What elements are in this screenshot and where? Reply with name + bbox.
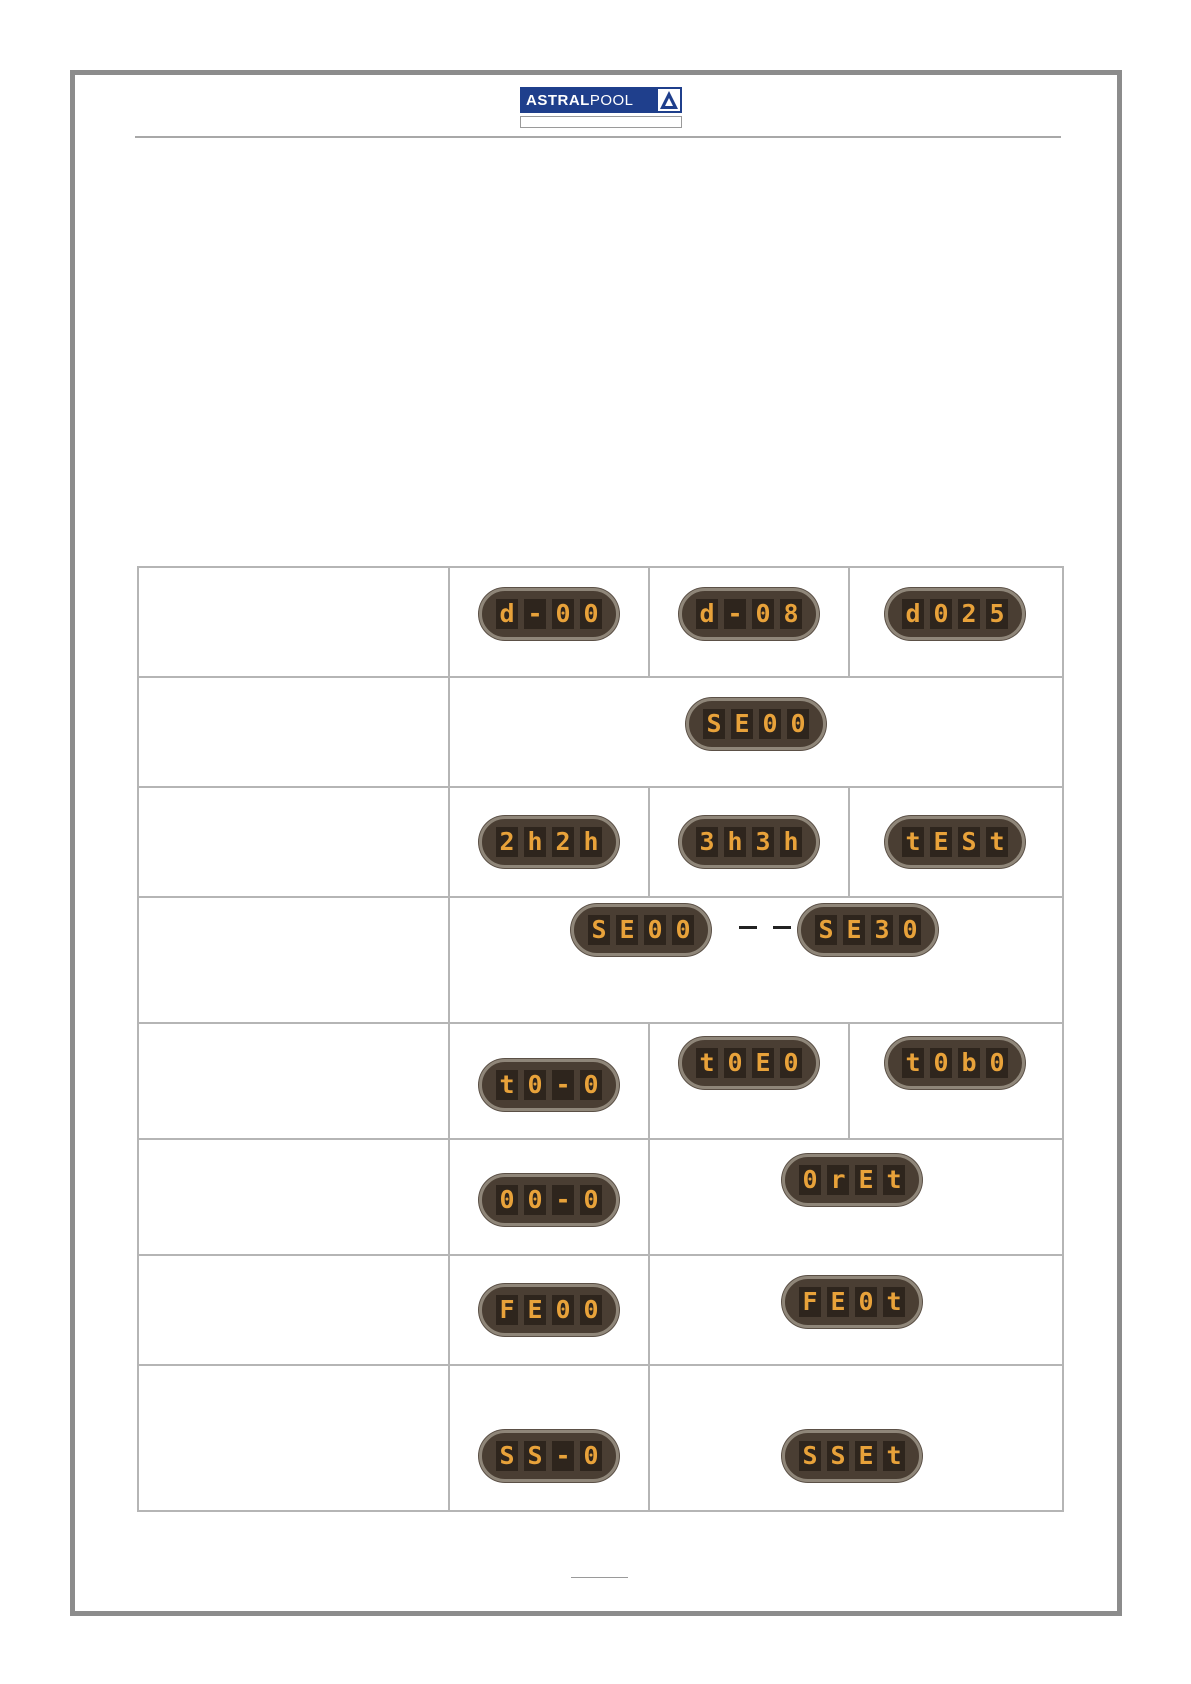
display-digit: t — [496, 1070, 518, 1100]
display-digit: h — [724, 827, 746, 857]
logo-text — [520, 92, 658, 109]
led-display — [782, 1430, 922, 1482]
display-digit: 3 — [871, 915, 893, 945]
display-digit: 0 — [799, 1165, 821, 1195]
display-cell — [449, 1139, 649, 1255]
display-digit: 2 — [496, 827, 518, 857]
led-display — [479, 588, 619, 640]
display-digit: 0 — [552, 599, 574, 629]
display-digit: 0 — [986, 1048, 1008, 1078]
display-digit: - — [552, 1070, 574, 1100]
display-digit: t — [883, 1287, 905, 1317]
display-digits — [799, 1287, 905, 1317]
display-digit: S — [799, 1441, 821, 1471]
display-cell — [449, 1255, 649, 1365]
led-display — [479, 1430, 619, 1482]
display-digit: 0 — [855, 1287, 877, 1317]
display-digit: d — [496, 599, 518, 629]
display-digit: 0 — [524, 1185, 546, 1215]
row-label — [138, 1255, 449, 1365]
display-digit: 2 — [958, 599, 980, 629]
display-digit: E — [524, 1295, 546, 1325]
display-cell — [449, 567, 649, 677]
table-row — [138, 1139, 1063, 1255]
display-digit: h — [580, 827, 602, 857]
led-display — [782, 1154, 922, 1206]
display-digit: E — [827, 1287, 849, 1317]
display-digits — [588, 915, 694, 945]
display-digit: 0 — [780, 1048, 802, 1078]
display-digit: 0 — [787, 709, 809, 739]
display-digit: 0 — [752, 599, 774, 629]
display-digits — [696, 827, 802, 857]
display-digit: 0 — [644, 915, 666, 945]
display-digit: S — [496, 1441, 518, 1471]
display-cell — [649, 1023, 849, 1139]
display-digit: 8 — [780, 599, 802, 629]
led-display — [686, 698, 826, 750]
led-display — [679, 588, 819, 640]
display-digits — [496, 827, 602, 857]
led-display — [679, 816, 819, 868]
display-digits — [815, 915, 921, 945]
display-digit: b — [958, 1048, 980, 1078]
display-digit: 0 — [580, 1295, 602, 1325]
display-digit: - — [524, 599, 546, 629]
display-digit: E — [731, 709, 753, 739]
display-digit: - — [552, 1185, 574, 1215]
display-digit: 0 — [580, 599, 602, 629]
display-digit: 0 — [580, 1070, 602, 1100]
logo-brand-light: POOL — [589, 91, 634, 109]
display-digit: 0 — [930, 1048, 952, 1078]
display-cell — [849, 1023, 1063, 1139]
display-digits — [902, 827, 1008, 857]
display-digit: F — [496, 1295, 518, 1325]
display-digit: t — [883, 1165, 905, 1195]
display-digit: S — [588, 915, 610, 945]
display-cell — [849, 787, 1063, 897]
display-digit: t — [883, 1441, 905, 1471]
display-cell — [849, 567, 1063, 677]
led-display — [885, 588, 1025, 640]
display-digit: 0 — [724, 1048, 746, 1078]
display-digit: F — [799, 1287, 821, 1317]
display-digit: t — [902, 1048, 924, 1078]
row-label — [138, 1139, 449, 1255]
table-row — [138, 1023, 1063, 1139]
display-digit: S — [524, 1441, 546, 1471]
display-digit: 0 — [552, 1295, 574, 1325]
logo-brand-bold: ASTRAL — [526, 91, 590, 109]
led-display — [571, 904, 711, 956]
display-digit: 0 — [524, 1070, 546, 1100]
display-digit: S — [703, 709, 725, 739]
display-digit: 0 — [496, 1185, 518, 1215]
display-digits — [799, 1441, 905, 1471]
display-digit: h — [780, 827, 802, 857]
display-cell — [649, 567, 849, 677]
display-digit: 3 — [696, 827, 718, 857]
display-digits — [496, 599, 602, 629]
display-digit: E — [752, 1048, 774, 1078]
led-display — [479, 1059, 619, 1111]
display-digit: E — [930, 827, 952, 857]
display-digit: h — [524, 827, 546, 857]
row-label — [138, 1023, 449, 1139]
display-digit: t — [986, 827, 1008, 857]
header-rule — [135, 136, 1061, 138]
display-cell — [449, 897, 1063, 1023]
display-digits — [496, 1070, 602, 1100]
display-cell — [649, 787, 849, 897]
display-digit: 0 — [672, 915, 694, 945]
display-codes-table — [137, 566, 1064, 1512]
display-digit: 2 — [552, 827, 574, 857]
display-digit: 0 — [759, 709, 781, 739]
display-digit: E — [855, 1165, 877, 1195]
display-digits — [496, 1185, 602, 1215]
table-row — [138, 1365, 1063, 1511]
display-digit: 5 — [986, 599, 1008, 629]
display-digit: S — [827, 1441, 849, 1471]
range-dash-icon — [739, 924, 791, 930]
display-digits — [696, 1048, 802, 1078]
display-digit: S — [958, 827, 980, 857]
logo-strip — [520, 116, 682, 128]
led-display — [798, 904, 938, 956]
row-label — [138, 567, 449, 677]
led-display — [885, 816, 1025, 868]
display-digit: - — [552, 1441, 574, 1471]
led-display — [479, 816, 619, 868]
display-digit: 0 — [899, 915, 921, 945]
display-digit: t — [902, 827, 924, 857]
display-cell — [649, 1255, 1063, 1365]
display-digits — [496, 1441, 602, 1471]
row-label — [138, 1365, 449, 1511]
display-digit: - — [724, 599, 746, 629]
display-digits — [799, 1165, 905, 1195]
display-cell — [449, 1365, 649, 1511]
display-digit: d — [902, 599, 924, 629]
display-digit: 0 — [930, 599, 952, 629]
display-digit: t — [696, 1048, 718, 1078]
led-display — [782, 1276, 922, 1328]
display-digit: 0 — [580, 1441, 602, 1471]
led-display — [479, 1284, 619, 1336]
display-digit: d — [696, 599, 718, 629]
display-digits — [902, 599, 1008, 629]
table-row — [138, 1255, 1063, 1365]
led-display — [885, 1037, 1025, 1089]
display-cell — [649, 1365, 1063, 1511]
led-display — [679, 1037, 819, 1089]
display-digit: 3 — [752, 827, 774, 857]
logo-emblem-icon — [656, 87, 682, 113]
display-digit: E — [855, 1441, 877, 1471]
display-cell — [649, 1139, 1063, 1255]
astralpool-logo — [520, 87, 682, 128]
page-number-rule — [571, 1577, 628, 1578]
row-label — [138, 787, 449, 897]
display-digits — [703, 709, 809, 739]
table-row — [138, 897, 1063, 1023]
table-row — [138, 677, 1063, 787]
display-digit: E — [616, 915, 638, 945]
display-digit: E — [843, 915, 865, 945]
display-digit: S — [815, 915, 837, 945]
display-digits — [496, 1295, 602, 1325]
led-display — [479, 1174, 619, 1226]
row-label — [138, 677, 449, 787]
display-cell — [449, 1023, 649, 1139]
display-digit: r — [827, 1165, 849, 1195]
display-cell — [449, 677, 1063, 787]
display-cell — [449, 787, 649, 897]
table-row — [138, 567, 1063, 677]
display-digit: 0 — [580, 1185, 602, 1215]
display-digits — [696, 599, 802, 629]
row-label — [138, 897, 449, 1023]
table-row — [138, 787, 1063, 897]
display-digits — [902, 1048, 1008, 1078]
